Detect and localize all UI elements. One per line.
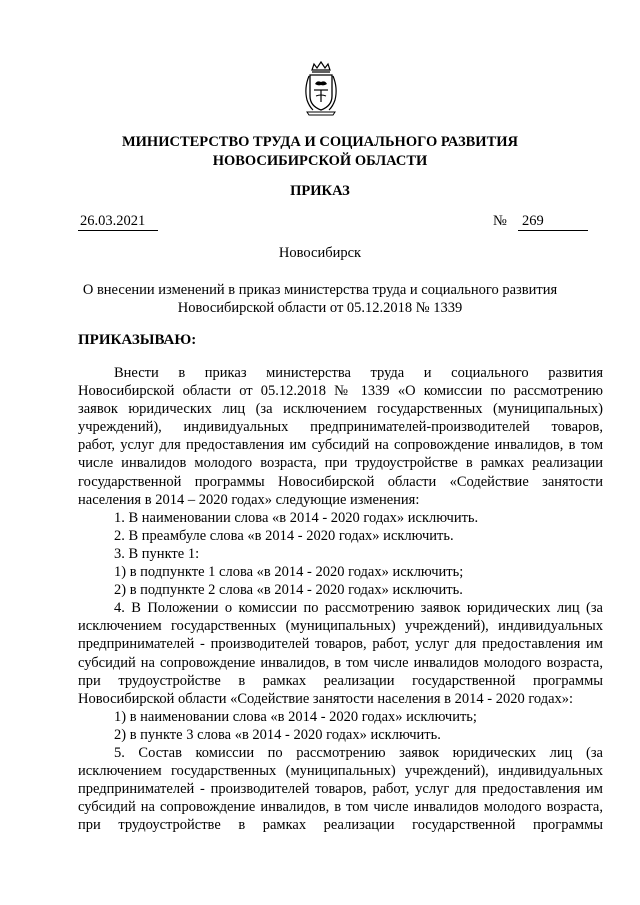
document-date: 26.03.2021	[78, 213, 158, 231]
body-line: государственной программы Новосибирской области «Содействие занятости	[78, 473, 603, 490]
body-line: 2. В преамбуле слова «в 2014 - 2020 годах» исключить.	[114, 527, 454, 544]
body-line: 1) в подпункте 1 слова «в 2014 - 2020 годах» исключить;	[114, 564, 464, 581]
document-title-line2: Новосибирской области от 05.12.2018 № 1339	[177, 300, 463, 316]
coat-of-arms-icon	[303, 60, 339, 116]
body-line: предпринимателей - производителей товаров, работ, услуг для предоставления им	[78, 636, 603, 653]
document-title-line1: О внесении изменений в приказ министерства труда и социального развития	[82, 282, 558, 298]
body-line: субсидий на сопровождение инвалидов, в том числе инвалидов молодого возраста,	[78, 654, 603, 671]
ministry-name-line2: НОВОСИБИРСКОЙ ОБЛАСТИ	[212, 153, 428, 169]
body-line: исключением государственных (муниципальных) учреждений), индивидуальных	[78, 763, 603, 780]
document-body	[78, 364, 603, 834]
body-line: исключением государственных (муниципальных) учреждений), индивидуальных	[78, 618, 603, 635]
body-line: Новосибирской области от 05.12.2018 № 1339 «О комиссии по рассмотрению	[78, 383, 603, 400]
body-line: 1) в наименовании слова «в 2014 - 2020 годах» исключить;	[114, 708, 477, 725]
body-line: при трудоустройстве в рамках реализации государственной программы	[78, 672, 603, 689]
body-line: заявок юридических лиц (за исключением государственных (муниципальных)	[78, 401, 603, 418]
body-line: 2) в пункте 3 слова «в 2014 - 2020 годах» исключить.	[114, 726, 441, 743]
body-line: субсидий на сопровождение инвалидов, в том числе инвалидов молодого возраста,	[78, 799, 603, 816]
body-line: населения в 2014 – 2020 годах» следующие изменения:	[78, 491, 420, 508]
orders-heading: ПРИКАЗЫВАЮ:	[78, 332, 197, 348]
body-line: предпринимателей - производителей товаров, работ, услуг для предоставления им	[78, 781, 603, 798]
body-line: 1. В наименовании слова «в 2014 - 2020 годах» исключить.	[114, 509, 479, 526]
document-number: 269	[518, 213, 588, 231]
body-line: 5. Состав комиссии по рассмотрению заявок юридических лиц (за	[114, 744, 603, 761]
body-line: Новосибирской области «Содействие занятости населения в 2014 - 2020 годах»:	[78, 690, 574, 707]
body-line: учреждений), индивидуальных предпринимателей-производителей товаров,	[78, 419, 603, 436]
ministry-name-line1: МИНИСТЕРСТВО ТРУДА И СОЦИАЛЬНОГО РАЗВИТИЯ	[121, 134, 519, 150]
body-line: при трудоустройстве в рамках реализации государственной программы	[78, 817, 603, 834]
body-line: работ, услуг для предоставления им субсидий на сопровождение инвалидов, в том	[78, 437, 603, 454]
body-line: 3. В пункте 1:	[114, 545, 200, 562]
body-line: 2) в подпункте 2 слова «в 2014 - 2020 годах» исключить.	[114, 582, 463, 599]
body-line: Внести в приказ министерства труда и социального развития	[114, 365, 603, 381]
body-line: 4. В Положении о комиссии по рассмотрению заявок юридических лиц (за	[114, 600, 603, 617]
document-type: ПРИКАЗ	[290, 183, 350, 199]
city: Новосибирск	[278, 245, 362, 261]
body-line: числе инвалидов молодого возраста, при трудоустройстве в рамках реализации	[78, 455, 603, 472]
number-sign: №	[493, 213, 507, 229]
